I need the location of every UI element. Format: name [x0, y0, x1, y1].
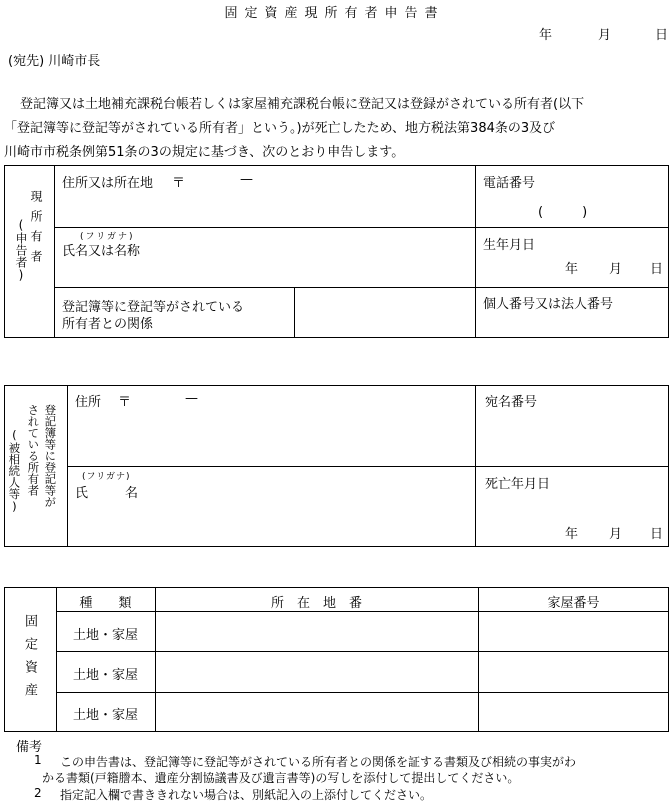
- deceased-side-label-3: (被相続人等): [7, 428, 22, 514]
- date-year: 年: [539, 28, 553, 43]
- date-month: 月: [598, 28, 612, 43]
- owner-phone-field[interactable]: [477, 194, 667, 225]
- note-1-line-2: かる書類(戸籍謄本、遺産分割協議書及び遺言書等)の写しを添付して提出してください。: [42, 771, 520, 785]
- owner-birth-day: 日: [650, 262, 664, 277]
- deceased-name-label-1: 氏: [75, 486, 89, 501]
- owner-address-field[interactable]: [56, 194, 473, 225]
- death-date-day: 日: [650, 527, 664, 542]
- deceased-name-label-2: 名: [125, 486, 139, 501]
- deceased-address-label: 住所: [75, 395, 102, 410]
- intro-line-2: 「登記簿等に登記等がされている所有者」という。)が死亡したため、地方税法第384条の3及び: [4, 121, 556, 136]
- note-2-text: 指定記入欄で書ききれない場合は、別紙記入の上添付してください。: [60, 788, 433, 802]
- deceased-postal-mark: 〒: [118, 395, 132, 410]
- relation-field[interactable]: [296, 289, 473, 336]
- deceased-side-label-1: 登記簿等に登記等が: [43, 404, 58, 508]
- note-1-number: 1: [34, 753, 42, 767]
- death-date-month: 月: [609, 527, 623, 542]
- death-date-year: 年: [565, 527, 579, 542]
- deceased-furigana-label: (フリガナ): [82, 472, 131, 482]
- notes-title: 備考: [16, 740, 43, 755]
- asset-row-2-type: 土地・家屋: [72, 668, 138, 683]
- death-date-label: 死亡年月日: [485, 477, 551, 492]
- current-owner-side-paren: (申告者): [14, 218, 28, 282]
- deceased-postal-dash: —: [185, 391, 198, 406]
- header-house-number: 家屋番号: [547, 596, 600, 611]
- page-title: 固定資産現所有者申告書: [224, 6, 445, 21]
- owner-birth-label: 生年月日: [483, 238, 536, 253]
- addressee-number-label: 宛名番号: [485, 395, 538, 410]
- owner-phone-parens: ( ): [538, 205, 588, 220]
- deceased-side-label-2: されている所有者: [26, 404, 41, 496]
- asset-row-3-type: 土地・家屋: [72, 708, 138, 723]
- owner-postal-dash: —: [240, 172, 253, 187]
- current-owner-side-label: 現所有者: [29, 190, 43, 270]
- header-location: 所 在 地 番: [270, 596, 362, 611]
- relation-label-line-2: 所有者との関係: [62, 317, 154, 332]
- asset-row-3-house-number-field[interactable]: [480, 694, 667, 731]
- addressee-number-field[interactable]: [477, 412, 667, 464]
- owner-phone-label: 電話番号: [483, 176, 536, 191]
- deceased-address-field[interactable]: [69, 412, 473, 464]
- asset-row-2-house-number-field[interactable]: [480, 653, 667, 691]
- asset-row-3-location-field[interactable]: [157, 694, 476, 731]
- asset-row-1-location-field[interactable]: [157, 613, 476, 650]
- owner-furigana-label: (フリガナ): [80, 232, 135, 242]
- relation-label-line-1: 登記簿等に登記等がされている: [62, 300, 245, 315]
- header-type: 種 類: [79, 596, 132, 611]
- date-day: 日: [655, 28, 669, 43]
- owner-id-label: 個人番号又は法人番号: [483, 297, 614, 312]
- intro-line-1: 登記簿又は土地補充課税台帳若しくは家屋補充課税台帳に登記又は登録がされている所有者(以下: [20, 97, 585, 112]
- owner-address-label: 住所又は所在地: [62, 176, 154, 191]
- note-2-number: 2: [34, 786, 42, 800]
- asset-row-2-location-field[interactable]: [157, 653, 476, 691]
- owner-id-field[interactable]: [477, 310, 667, 336]
- addressee: (宛先) 川崎市長: [8, 54, 101, 69]
- intro-line-3: 川崎市市税条例第51条の3の規定に基づき、次のとおり申告します。: [4, 145, 405, 160]
- note-1-line-1: この申告書は、登記簿等に登記等がされている所有者との関係を証する書類及び相続の事実がわ: [60, 755, 577, 769]
- owner-name-field[interactable]: [56, 258, 473, 285]
- owner-postal-mark: 〒: [172, 176, 186, 191]
- deceased-name-field[interactable]: [69, 500, 473, 545]
- asset-row-1-type: 土地・家屋: [72, 628, 138, 643]
- asset-row-1-house-number-field[interactable]: [480, 613, 667, 650]
- owner-name-label: 氏名又は名称: [62, 244, 141, 259]
- fixed-assets-side-label: 固定資産: [22, 614, 37, 706]
- owner-birth-month: 月: [609, 262, 623, 277]
- owner-birth-year: 年: [565, 262, 579, 277]
